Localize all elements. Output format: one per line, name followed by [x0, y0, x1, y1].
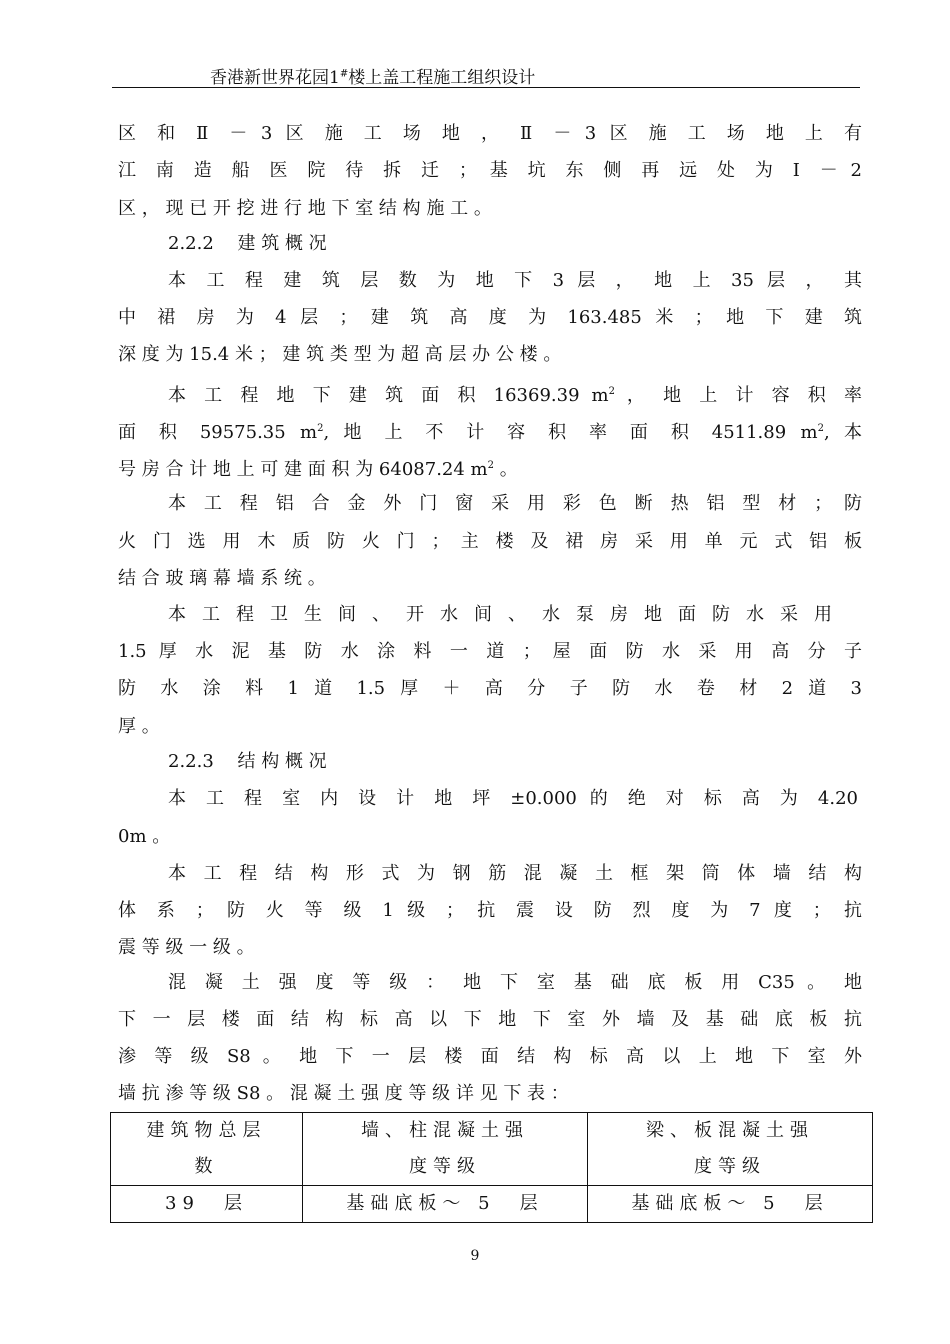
table-cell: 基础底板～ 5 层: [303, 1186, 588, 1223]
line8-part-c: , 本: [823, 422, 862, 443]
section-heading-2-2-3: 2.2.3 结 构 概 况: [168, 751, 327, 772]
header-cell-line: 度等级: [694, 1156, 766, 1177]
table-header-cell: [111, 1113, 303, 1186]
line8-part-a: 面 积 59575.35 m: [118, 422, 318, 443]
table-header-cell: [588, 1113, 873, 1186]
concrete-strength-table: [110, 1112, 873, 1223]
body-line-10: 本 工 程 铝 合 金 外 门 窗 采 用 彩 色 断 热 铝 型 材 ； 防: [168, 493, 862, 514]
table-header-cell: [303, 1113, 588, 1186]
page-number: 9: [470, 1248, 480, 1264]
header-cell-line: 度等级: [409, 1156, 481, 1177]
body-line-23: 下 一 层 楼 面 结 构 标 高 以 下 地 下 室 外 墙 及 基 础 底 板 抗: [118, 1009, 862, 1030]
body-line-20: 体 系 ； 防 火 等 级 1 级 ； 抗 震 设 防 烈 度 为 7 度 ； 抗: [118, 900, 862, 921]
superscript-2: 2: [608, 386, 615, 397]
table-cell: 基础底板～ 5 层: [588, 1186, 873, 1223]
line8-part-b: , 地 上 不 计 容 积 率 面 积 4511.89 m: [323, 422, 818, 443]
header-cell-line: 梁、板混凝土强: [646, 1120, 814, 1141]
body-line-2: 江 南 造 船 医 院 待 拆 迁 ； 基 坑 东 侧 再 远 处 为 Ⅰ － 2: [118, 160, 862, 181]
body-line-13: 本 工 程 卫 生 间 、 开 水 间 、 水 泵 房 地 面 防 水 采 用: [168, 604, 832, 625]
superscript-2: 2: [317, 423, 324, 434]
header-title-pre: 香港新世界花园1: [210, 68, 340, 88]
header-cell-line: 数: [194, 1156, 219, 1177]
line7-part-b: ， 地 上 计 容 积 率: [614, 385, 862, 406]
body-line-24: 渗 等 级 S8 。 地 下 一 层 楼 面 结 构 标 高 以 上 地 下 室 外: [118, 1046, 862, 1067]
body-line-16: 厚 。: [118, 716, 160, 737]
line9-part-b: 。: [494, 459, 518, 480]
section-heading-2-2-2: 2.2.2 建 筑 概 况: [168, 233, 327, 254]
header-title-sup: #: [339, 68, 349, 80]
body-line-17: 本 工 程 室 内 设 计 地 坪 ±0.000 的 绝 对 标 高 为 4.20: [168, 788, 858, 809]
body-line-15: 防 水 涂 料 1 道 1.5 厚 ＋ 高 分 子 防 水 卷 材 2 道 3: [118, 678, 862, 699]
body-line-6: 深 度 为 15.4 米 ； 建 筑 类 型 为 超 高 层 办 公 楼 。: [118, 344, 562, 365]
body-line-1: 区 和 Ⅱ － 3 区 施 工 场 地 ， Ⅱ － 3 区 施 工 场 地 上 有: [118, 123, 862, 144]
header-rule: [112, 87, 860, 88]
body-line-3: 区 ， 现 已 开 挖 进 行 地 下 室 结 构 施 工 。: [118, 198, 492, 219]
superscript-2: 2: [817, 423, 824, 434]
body-line-14: 1.5 厚 水 泥 基 防 水 涂 料 一 道 ； 屋 面 防 水 采 用 高 分 子: [118, 641, 862, 662]
line7-part-a: 本 工 程 地 下 建 筑 面 积 16369.39 m: [168, 385, 609, 406]
header-cell-line: 建筑物总层: [146, 1120, 267, 1141]
body-line-21: 震 等 级 一 级 。: [118, 937, 255, 958]
body-line-8: [118, 417, 862, 445]
document-header: [210, 63, 535, 88]
body-line-12: 结 合 玻 璃 幕 墙 系 统 。: [118, 568, 326, 589]
body-line-18: 0m 。: [118, 826, 171, 847]
table-row: [111, 1186, 873, 1223]
body-line-22: 混 凝 土 强 度 等 级 ： 地 下 室 基 础 底 板 用 C35 。 地: [168, 972, 862, 993]
header-cell-line: 墙、柱混凝土强: [361, 1120, 529, 1141]
body-line-5: 中 裙 房 为 4 层 ； 建 筑 高 度 为 163.485 米 ； 地 下 建 筑: [118, 307, 862, 328]
body-line-7: [168, 380, 862, 408]
line9-part-a: 号 房 合 计 地 上 可 建 面 积 为 64087.24 m: [118, 459, 488, 480]
table-header-row: [111, 1113, 873, 1186]
body-line-4: 本 工 程 建 筑 层 数 为 地 下 3 层 ， 地 上 35 层 ， 其: [168, 270, 862, 291]
body-line-11: 火 门 选 用 木 质 防 火 门 ； 主 楼 及 裙 房 采 用 单 元 式 铝 板: [118, 531, 862, 552]
header-title-post: 楼上盖工程施工组织设计: [348, 68, 536, 88]
table-cell: 39 层: [111, 1186, 303, 1223]
superscript-2: 2: [487, 460, 494, 471]
body-line-9: [118, 454, 862, 482]
body-line-19: 本 工 程 结 构 形 式 为 钢 筋 混 凝 土 框 架 筒 体 墙 结 构: [168, 863, 862, 884]
body-line-25: 墙 抗 渗 等 级 S8 。 混 凝 土 强 度 等 级 详 见 下 表 ：: [118, 1083, 569, 1104]
